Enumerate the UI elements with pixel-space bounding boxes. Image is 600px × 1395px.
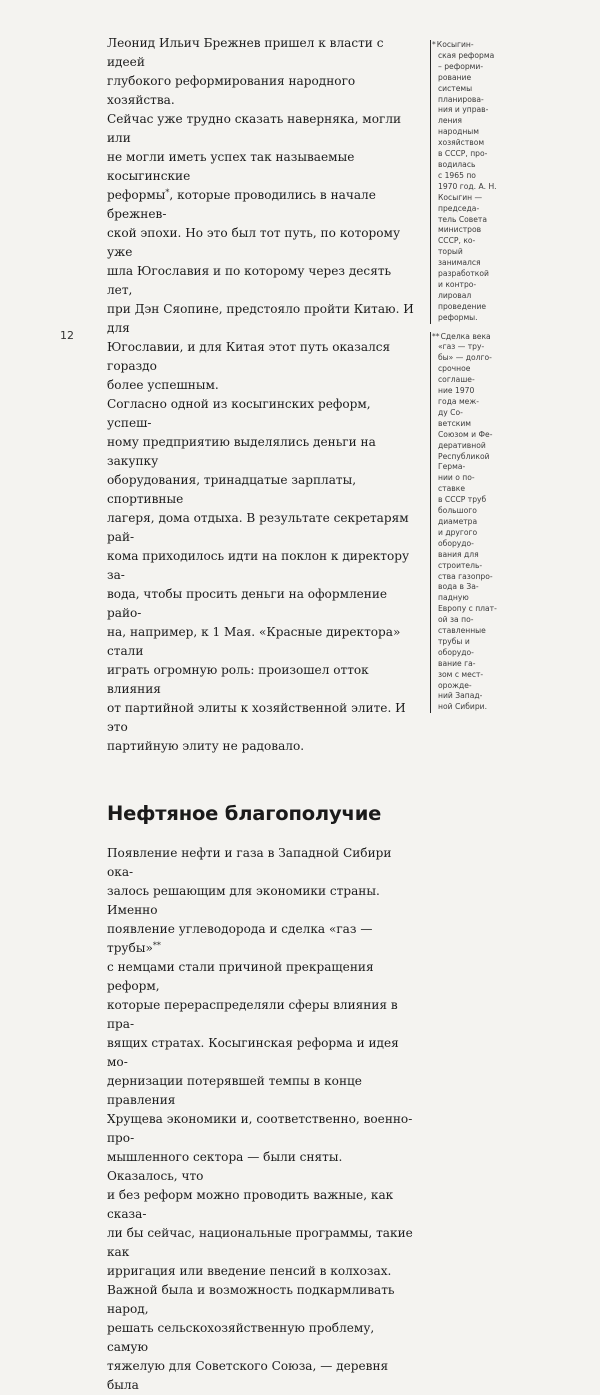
sidenote-line: ветским bbox=[438, 418, 471, 428]
sidenote-line: СССР, ко- bbox=[438, 236, 476, 246]
text-line: появление углеводорода и сделка «газ — трубы» bbox=[107, 922, 373, 955]
text-line: залось решающим для экономики страны. Именно bbox=[107, 884, 380, 917]
section-heading: Нефтяное благополучие bbox=[107, 802, 382, 825]
paragraph-agriculture bbox=[107, 1281, 414, 1395]
sidenotes-column bbox=[430, 40, 522, 721]
text-line: ли бы сейчас, национальные программы, такие как bbox=[107, 1226, 413, 1259]
sidenote-line: вания для bbox=[438, 549, 479, 559]
paragraph-kosygin-reform-effects bbox=[107, 395, 414, 756]
sidenote-line: ния и управ- bbox=[438, 105, 489, 115]
sidenote-line: Герма- bbox=[438, 462, 466, 472]
sidenote-line: ние 1970 bbox=[438, 386, 475, 396]
text-line: Югославии, и для Китая этот путь оказался гораздо bbox=[107, 340, 391, 373]
text-line: шла Югославия и по которому через десять лет, bbox=[107, 264, 392, 297]
text-line: Согласно одной из косыгинских реформ, успеш- bbox=[107, 397, 371, 430]
sidenote-line: лировал bbox=[438, 290, 472, 300]
sidenote-line: ной Сибири. bbox=[438, 702, 487, 712]
sidenote-line: нии о по- bbox=[438, 473, 475, 483]
text-line: с немцами стали причиной прекращения реформ, bbox=[107, 960, 374, 993]
sidenote-line: министров bbox=[438, 225, 482, 235]
paragraph-brezhnev-reforms: Леонид Ильич Брежнев пришел к власти с идеей глубокого реформирования народного хозяйства. Сейчас уже трудно сказать наверняка, могли или не могли иметь успех так называемые косыгинские реформы*, которые проводились в начале брежнев- ской эпохи. Но это был тот путь, по которому уже шла Югославия и по которому через десять лет, при Дэн Сяопине, предстояло пройти Китаю. И для Югославии, и для Китая этот путь оказался гораздо более успешным. bbox=[107, 36, 414, 392]
sidenote-line: вода в За- bbox=[438, 582, 479, 592]
text-line: которые проводились в начале брежнев- bbox=[107, 188, 376, 221]
sidenote-line: ставленные bbox=[438, 626, 486, 636]
text-line: глубокого реформирования народного хозяйства. bbox=[107, 74, 356, 107]
sidenote-mark: ** bbox=[432, 331, 440, 341]
sidenote-line: оборудо- bbox=[438, 647, 474, 657]
sidenote-line: соглаше- bbox=[438, 375, 475, 385]
sidenote-line: деративной bbox=[438, 440, 486, 450]
text-line: вящих стратах. Косыгинская реформа и идея мо- bbox=[107, 1036, 399, 1069]
sidenote-line: тель Совета bbox=[438, 214, 488, 224]
text-line: кома приходилось идти на поклон к директору за- bbox=[107, 549, 410, 582]
sidenote-line: планирова- bbox=[438, 94, 484, 104]
text-line: партийную элиту не радовало. bbox=[107, 739, 305, 753]
sidenote-line: и контро- bbox=[438, 279, 477, 289]
text-line: ному предприятию выделялись деньги на закупку bbox=[107, 435, 376, 468]
main-text-column bbox=[107, 34, 414, 1395]
sidenote-line: разработкой bbox=[438, 269, 489, 279]
sidenote-line: Союзом и Фе- bbox=[438, 429, 493, 439]
text-line: ирригация или введение пенсий в колхозах. bbox=[107, 1264, 392, 1278]
sidenote-line: строитель- bbox=[438, 560, 483, 570]
sidenote-line: *Косыгин- bbox=[432, 40, 474, 49]
text-line: ской эпохи. Но это был тот путь, по которому уже bbox=[107, 226, 401, 259]
text-line: более успешным. bbox=[107, 378, 219, 392]
text-line: Леонид Ильич Брежнев пришел к власти с идеей bbox=[107, 36, 384, 69]
sidenote-line: водилась bbox=[438, 159, 476, 169]
text-line: не могли иметь успех так называемые косыгинские bbox=[107, 150, 355, 183]
text-line: на, например, к 1 Мая. «Красные директора» стали bbox=[107, 625, 401, 658]
text-line: играть огромную роль: произошел отток влияния bbox=[107, 663, 369, 696]
sidenote-line: в СССР труб bbox=[438, 495, 487, 505]
sidenote-mark: * bbox=[432, 40, 436, 49]
text-line: которые перераспределяли сферы влияния в пра- bbox=[107, 998, 398, 1031]
sidenote-line: с 1965 по bbox=[438, 170, 476, 180]
text-line: Хрущева экономики и, соответственно, военно-про- bbox=[107, 1112, 413, 1145]
sidenote-line: ства газопро- bbox=[438, 571, 493, 581]
sidenote-line: в СССР, про- bbox=[438, 149, 488, 159]
sidenote-line: торый bbox=[438, 247, 463, 257]
sidenote-line: рование bbox=[438, 72, 472, 82]
sidenote-line: падную bbox=[438, 593, 469, 603]
sidenote-line: ставке bbox=[438, 484, 465, 494]
sidenote-line: 1970 год. А. Н. bbox=[438, 181, 497, 191]
text-line: оборудования, тринадцатые зарплаты, спортивные bbox=[107, 473, 357, 506]
text-line: Важной была и возможность подкармливать народ, bbox=[107, 1283, 395, 1316]
sidenote-line: ний Запад- bbox=[438, 691, 483, 701]
footnote-mark-1: * bbox=[165, 188, 170, 197]
sidenote-line: срочное bbox=[438, 364, 471, 374]
sidenote-line: года меж- bbox=[438, 397, 479, 406]
text-line: дернизации потерявшей темпы в конце правления bbox=[107, 1074, 362, 1107]
page-number: 12 bbox=[60, 329, 74, 342]
sidenote-line: ой за по- bbox=[438, 615, 474, 625]
sidenote-line: зом с мест- bbox=[438, 669, 484, 679]
sidenote-line: реформы. bbox=[438, 312, 478, 322]
sidenote-line: **Сделка века bbox=[432, 331, 491, 341]
text-line: от партийной элиты к хозяйственной элите. И это bbox=[107, 701, 406, 734]
sidenote-line: системы bbox=[438, 83, 473, 93]
sidenote-line: и другого bbox=[438, 527, 478, 537]
text-line: и без реформ можно проводить важные, как сказа- bbox=[107, 1188, 394, 1221]
sidenote-line: Европу с плат- bbox=[438, 604, 497, 614]
paragraph-oil-and-gas bbox=[107, 844, 414, 1281]
sidenote-line: ду Со- bbox=[438, 407, 463, 417]
sidenote-line: вание га- bbox=[438, 658, 476, 668]
text-line: при Дэн Сяопине, предстояло пройти Китаю. И для bbox=[107, 302, 414, 335]
sidenote-line: председа- bbox=[438, 203, 480, 213]
sidenote-kosygin-reform bbox=[430, 40, 522, 324]
sidenote-line: трубы и bbox=[438, 636, 470, 646]
sidenote-line: Косыгин — bbox=[438, 192, 483, 202]
sidenote-line: орожде- bbox=[438, 680, 472, 690]
sidenote-line: Республикой bbox=[438, 451, 490, 461]
text-line: мышленного сектора — были сняты. Оказалось, что bbox=[107, 1150, 343, 1183]
text-line: вода, чтобы просить деньги на оформление райо- bbox=[107, 587, 388, 620]
sidenote-line: бы» — долго- bbox=[438, 353, 492, 363]
sidenote-line: «газ — тру- bbox=[438, 342, 485, 352]
footnote-mark-2: ** bbox=[152, 941, 161, 950]
sidenote-line: диаметра bbox=[438, 516, 478, 526]
sidenote-line: занимался bbox=[438, 258, 481, 268]
sidenote-line: большого bbox=[438, 506, 477, 516]
text-line: реформы bbox=[107, 188, 166, 202]
text-line: Сейчас уже трудно сказать наверняка, могли или bbox=[107, 112, 402, 145]
text-line: лагеря, дома отдыха. В результате секретарям рай- bbox=[107, 511, 409, 544]
sidenote-gas-pipes-deal bbox=[430, 332, 522, 714]
sidenote-line: народным bbox=[438, 127, 480, 137]
sidenote-line: ская реформа bbox=[438, 50, 495, 60]
sidenote-line: ления bbox=[438, 116, 462, 126]
text-line: тяжелую для Советского Союза, — деревня была bbox=[107, 1359, 389, 1392]
sidenote-line: оборудо- bbox=[438, 538, 474, 548]
sidenote-line: хозяйством bbox=[438, 138, 485, 148]
text-line: Появление нефти и газа в Западной Сибири ока- bbox=[107, 846, 392, 879]
text-line: решать сельскохозяйственную проблему, самую bbox=[107, 1321, 375, 1354]
sidenote-line: – реформи- bbox=[438, 61, 484, 71]
sidenote-line: проведение bbox=[438, 301, 487, 311]
